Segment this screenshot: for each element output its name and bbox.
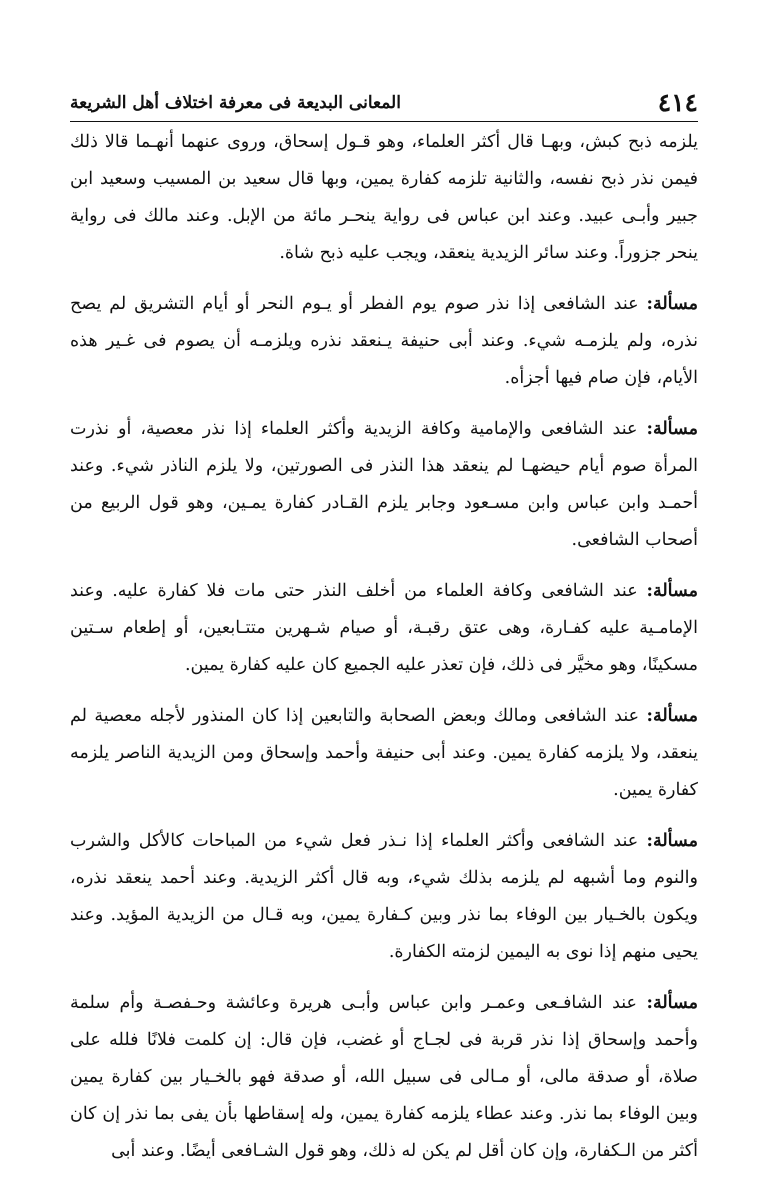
paragraph-masala [70,698,698,809]
paragraph-text: عند الشافعى وكافة العلماء من أخلف النذر حتى مات فلا كفارة عليه. وعند الإمامـية عليه كفـارة، وهى عتق رقبـة، أو صيام شـهرين متتـابعين، أو إطعام سـتين مسكينًا، وهو مخيَّر فى ذلك، فإن تعذر عليه الجميع كان عليه كفارة يمين. [70,581,698,675]
page-body [70,124,698,1170]
masala-heading: مسألة: [646,831,698,851]
masala-heading: مسألة: [646,294,698,314]
paragraph-continuation [70,124,698,272]
paragraph-masala [70,823,698,971]
paragraph-text: عند الشافعى إذا نذر صوم يوم الفطر أو يـوم النحر أو أيام التشريق لم يصح نذره، ولم يلزمـه شيء. وعند أبى حنيفة يـنعقد نذره ويلزمـه أن يصوم فى غـير هذه الأيام، فإن صام فيها أجزأه. [70,294,698,388]
page-header [70,0,698,122]
paragraph-masala [70,573,698,684]
masala-heading: مسألة: [646,581,698,601]
masala-heading: مسألة: [646,993,698,1013]
paragraph-masala [70,411,698,559]
paragraph-text: عند الشافعى وأكثر العلماء إذا نـذر فعل شيء من المباحات كالأكل والشرب والنوم وما أشبهه لم يلزمه بذلك شيء، وبه قال أكثر الزيدية. وعند أحمد ينعقد نذره، ويكون بالخـيار بين الوفاء بما نذر وبين كـفارة يمين، وبه قـال من الزيدية المؤيد. وعند يحيى منهم إذا نوى به اليمين لزمته الكفارة. [70,831,698,962]
paragraph-text: عند الشافعى والإمامية وكافة الزيدية وأكثر العلماء إذا نذر معصية، أو نذرت المرأة صوم أيام حيضهـا لم ينعقد هذا النذر فى الصورتين، ولا يلزم الناذر شيء. وعند أحمـد وابن عباس وابن مسـعود وجابر يلزم القـادر كفارة يمـين، وهو قول الربيع من أصحاب الشافعى. [70,419,698,550]
masala-heading: مسألة: [646,419,698,439]
page-number: ٤١٤ [657,88,698,117]
masala-heading: مسألة: [646,706,698,726]
paragraph-text: عند الشافعى ومالك وبعض الصحابة والتابعين إذا كان المنذور لأجله معصية لم ينعقد، ولا يلزمه كفارة يمين. وعند أبى حنيفة وأحمد وإسحاق ومن الزيدية الناصر يلزمه كفارة يمين. [70,706,698,800]
paragraph-text: يلزمه ذبح كبش، وبهـا قال أكثر العلماء، وهو قـول إسحاق، وروى عنهما أنهـما قالا ذلك فيمن نذر ذبح نفسه، والثانية تلزمه كفارة يمين، وبها قال سعيد بن المسيب وسعيد ابن جبير وأبـى عبيد. وعند ابن عباس فى رواية ينحـر مائة من الإبل. وعند مالك فى رواية ينحر جزوراً. وعند سائر الزيدية ينعقد، ويجب عليه ذبح شاة. [70,132,698,263]
running-title: المعانى البديعة فى معرفة اختلاف أهل الشريعة [70,93,401,113]
header-rule [70,121,698,122]
paragraph-text: عند الشافـعى وعمـر وابن عباس وأبـى هريرة وعائشة وحـفصـة وأم سلمة وأحمد وإسحاق إذا نذر قربة فى لجـاج أو غضب، فإن قال: إن كلمت فلانًا فلله على صلاة، أو صدقة مالى، أو مـالى فى سبيل الله، أو صدقة فهو بالخـيار بين كفارة يمين وبين الوفاء بما نذر. وعند عطاء يلزمه كفارة يمين، وله إسقاطها بأن يفى بما نذر إن كان أكثر من الـكفارة، وإن كان أقل لم يكن له ذلك، وهو قول الشـافعى أيضًا. وعند أبى [70,993,698,1161]
paragraph-masala [70,985,698,1170]
paragraph-masala [70,286,698,397]
